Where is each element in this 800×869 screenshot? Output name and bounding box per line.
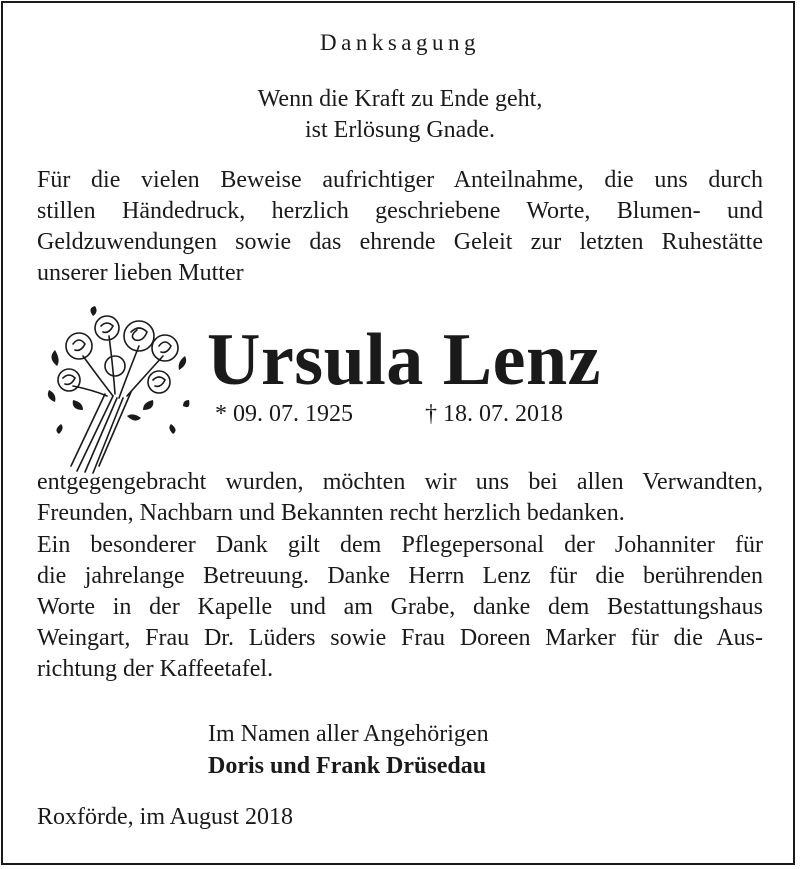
- motto-line: Wenn die Kraft zu Ende geht,: [257, 86, 543, 112]
- text-line: Geldzuwendungen sowie das ehrende Geleit zur letzten Ruhestätte: [37, 229, 763, 255]
- text-line: die jahrelange Betreuung. Danke Herrn Lenz für die berührenden: [37, 563, 763, 589]
- intro-paragraph: [37, 165, 763, 289]
- text-line: richtung der Kaffeetafel.: [37, 656, 274, 682]
- flower-bouquet-icon: [43, 306, 191, 474]
- special-thanks-paragraph: [37, 530, 763, 685]
- notice-heading: Danksagung: [320, 30, 480, 55]
- text-line: stillen Händedruck, herzlich geschriebene Worte, Blumen- und: [37, 198, 763, 224]
- text-line: unserer lieben Mutter: [37, 260, 244, 286]
- text-line: Für die vielen Beweise aufrichtiger Anteilnahme, die uns durch: [37, 167, 763, 193]
- signature-names: Doris und Frank Drüsedau: [208, 753, 487, 779]
- thanks-paragraph: [37, 467, 763, 529]
- text-line: Ein besonderer Dank gilt dem Pflegepersonal der Johanniter für: [37, 532, 763, 558]
- text-line: Freunden, Nachbarn und Bekannten recht herzlich bedanken.: [37, 500, 625, 526]
- motto-line: ist Erlösung Gnade.: [305, 117, 495, 143]
- text-line: entgegengebracht wurden, möchten wir uns bei allen Verwandten,: [37, 469, 763, 495]
- motto: [0, 84, 800, 146]
- deceased-name: Ursula Lenz: [207, 319, 601, 401]
- text-line: Weingart, Frau Dr. Lüders sowie Frau Doreen Marker für die Aus-: [37, 625, 763, 651]
- place-date: Roxförde, im August 2018: [37, 804, 293, 830]
- signature-intro: Im Namen aller Angehörigen: [208, 721, 489, 747]
- death-date: † 18. 07. 2018: [425, 401, 563, 427]
- text-line: Worte in der Kapelle und am Grabe, danke dem Bestattungshaus: [37, 594, 763, 620]
- birth-date: * 09. 07. 1925: [215, 401, 353, 427]
